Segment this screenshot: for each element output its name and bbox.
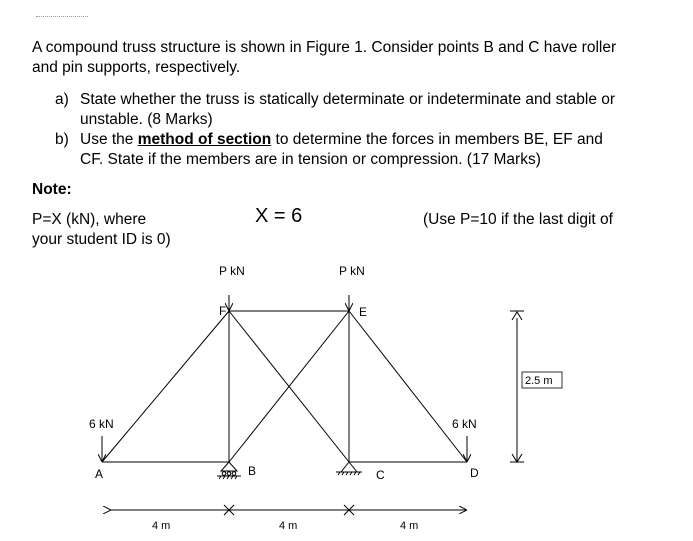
part-b-line-2: CF. State if the members are in tension or compression. (17 Marks)	[80, 151, 541, 168]
member-af	[102, 311, 229, 462]
note-use-p: (Use P=10 if the last digit of	[423, 211, 613, 228]
span-1-label: 4 m	[152, 520, 171, 532]
intro-line-2: and pin supports, respectively.	[32, 59, 241, 76]
node-b-label: B	[248, 464, 257, 478]
pin-support-c	[336, 462, 362, 475]
part-b-marker: b)	[55, 131, 69, 148]
roller-support-b	[217, 462, 241, 479]
note-heading: Note:	[32, 181, 72, 198]
part-b-post: to determine the forces in members BE, EF and	[271, 131, 603, 148]
node-a-label: A	[95, 467, 104, 481]
node-c-label: C	[376, 468, 385, 482]
part-a-line-1: State whether the truss is statically determinate or indeterminate and stable or	[80, 91, 616, 108]
load-a-label: 6 kN	[89, 417, 114, 431]
part-b-pre: Use the	[80, 131, 138, 148]
node-e-label: E	[359, 305, 368, 319]
part-a-marker: a)	[55, 91, 69, 108]
load-e-label: P kN	[339, 264, 365, 278]
load-f-label: P kN	[219, 264, 245, 278]
x-value: X = 6	[255, 205, 303, 227]
span-2-label: 4 m	[279, 520, 298, 532]
span-3-label: 4 m	[400, 520, 419, 532]
node-d-label: D	[470, 466, 479, 480]
node-f-label: F	[219, 304, 227, 318]
member-ed	[349, 311, 467, 462]
part-a-line-2: unstable. (8 Marks)	[80, 111, 213, 128]
method-of-section-emphasis: method of section	[137, 131, 272, 148]
note-p-line-2: your student ID is 0)	[32, 231, 171, 248]
note-p-line-1: P=X (kN), where	[32, 211, 147, 228]
intro-line-1: A compound truss structure is shown in Figure 1. Consider points B and C have roller	[32, 39, 617, 56]
height-label: 2.5 m	[525, 375, 553, 387]
load-d-label: 6 kN	[452, 417, 477, 431]
